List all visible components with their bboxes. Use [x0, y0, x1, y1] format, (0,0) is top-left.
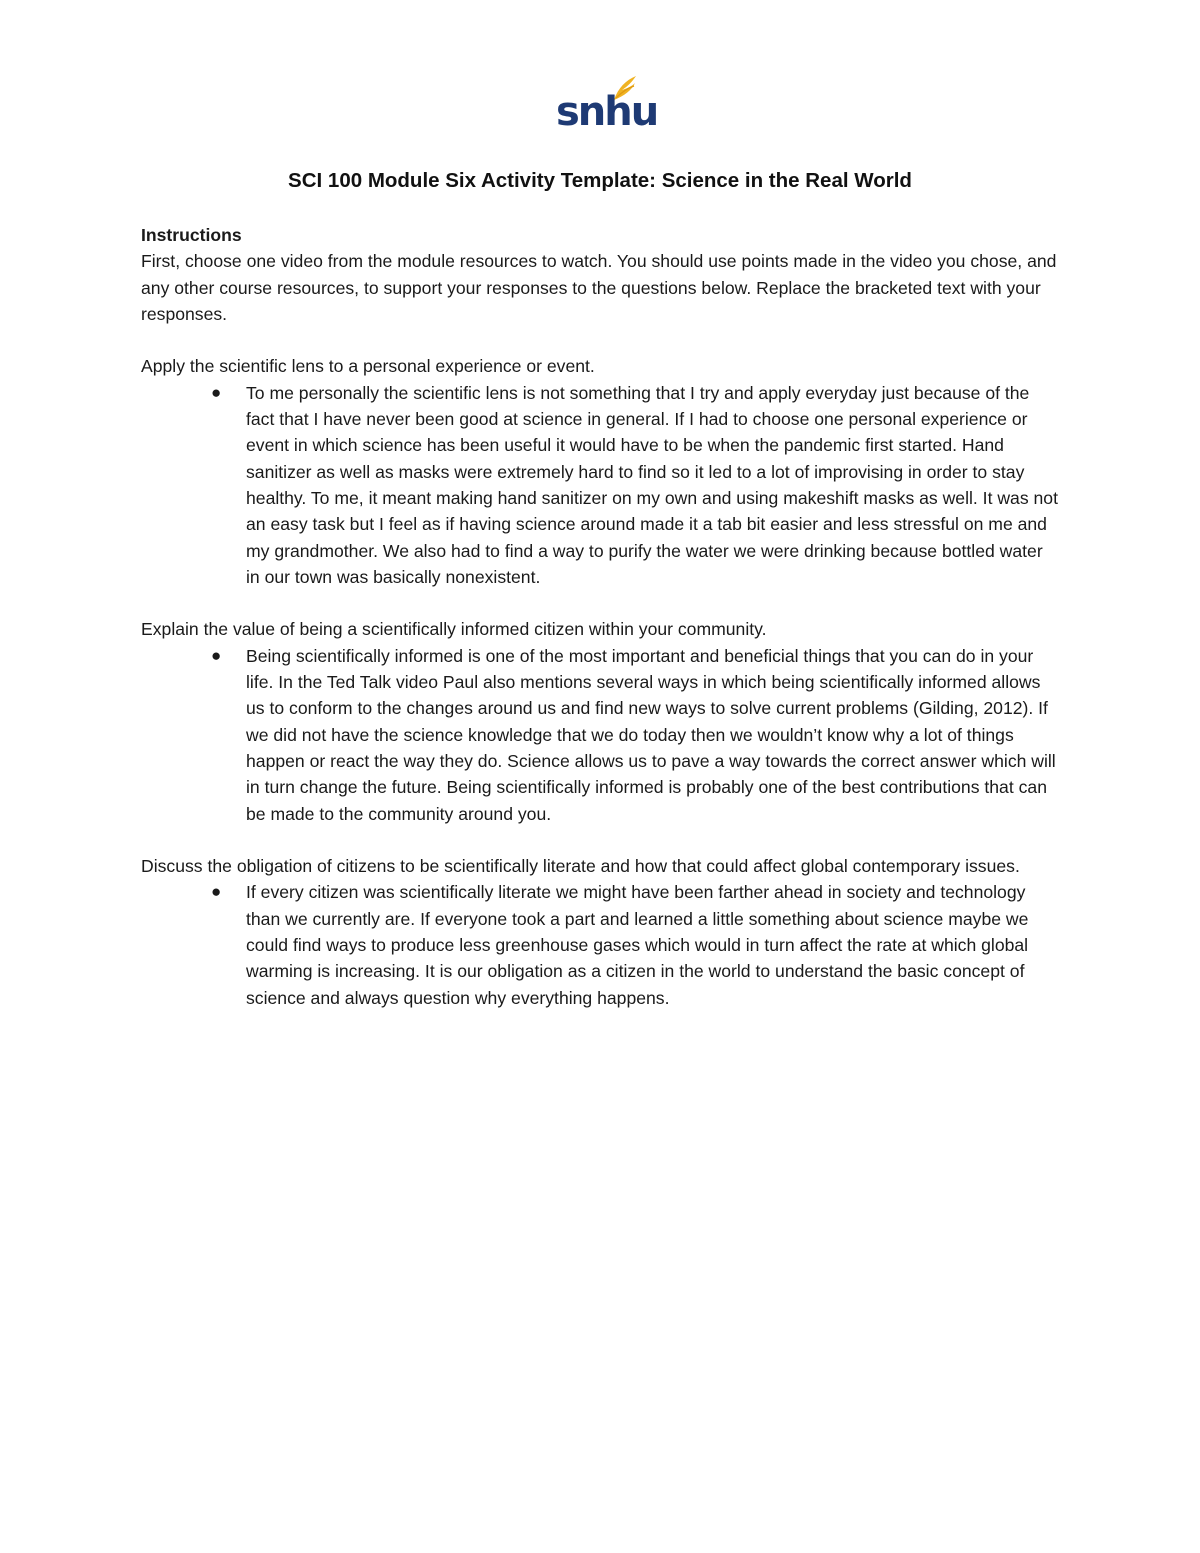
section-prompt: Discuss the obligation of citizens to be scientifically literate and how that could affect global contemporary issues. [141, 856, 1020, 877]
logo-wordmark: snhu [556, 89, 658, 135]
paragraph-spacer [141, 327, 1061, 353]
bullet-icon: ● [211, 882, 222, 902]
page-title: SCI 100 Module Six Activity Template: Science in the Real World [288, 169, 912, 192]
instructions-heading: Instructions [141, 225, 242, 245]
paragraph-spacer [141, 590, 1061, 616]
response-item [141, 643, 1061, 827]
section-prompt: Apply the scientific lens to a personal experience or event. [141, 356, 595, 377]
response-list [141, 643, 1061, 827]
response-text: To me personally the scientific lens is not something that I try and apply everyday just because of the fact that I have never been good at science in general. If I had to choose one personal experience or event in which science has been useful it would have to be when the pandemic first started. Hand sanitizer as well as masks were extremely hard to find so it led to a lot of improvising in order to stay healthy. To me, it meant making hand sanitizer on my own and using makeshift masks as well. It was not an easy task but I feel as if having science around made it a tab bit easier and less stressful on me and my grandmother. We also had to find a way to purify the water we were drinking because bottled water in our town was basically nonexistent. [246, 382, 1058, 587]
response-text: Being scientifically informed is one of the most important and beneficial things that you can do in your life. In the Ted Talk video Paul also mentions several ways in which being scientifically informed allows us to conform to the changes around us and find new ways to solve current problems (Gilding, 2012). If we did not have the science knowledge that we do today then we wouldn’t know why a lot of things happen or react the way they do. Science allows us to pave a way towards the correct answer which will in turn change the future. Being scientifically informed is probably one of the best contributions that can be made to the community around you. [246, 645, 1056, 824]
bullet-icon: ● [211, 645, 222, 665]
bullet-icon: ● [211, 382, 222, 402]
response-list [141, 879, 1061, 1010]
document-body [141, 222, 1061, 1011]
instructions-text: First, choose one video from the module resources to watch. You should use points made in the video you chose, and any other course resources, to support your responses to the questions below. Replace the bracketed text with your responses. [141, 251, 1057, 324]
response-item [141, 380, 1061, 590]
response-item [141, 879, 1061, 1010]
paragraph-spacer [141, 827, 1061, 853]
section-prompt: Explain the value of being a scientifically informed citizen within your community. [141, 619, 767, 640]
response-text: If every citizen was scientifically literate we might have been farther ahead in society and technology than we currently are. If everyone took a part and learned a little something about science maybe we could find ways to produce less greenhouse gases which would in turn affect the rate at which global warming is increasing. It is our obligation as a citizen in the world to understand the basic concept of science and always question why everything happens. [246, 882, 1029, 1008]
snhu-logo [552, 74, 658, 136]
response-list [141, 380, 1061, 590]
